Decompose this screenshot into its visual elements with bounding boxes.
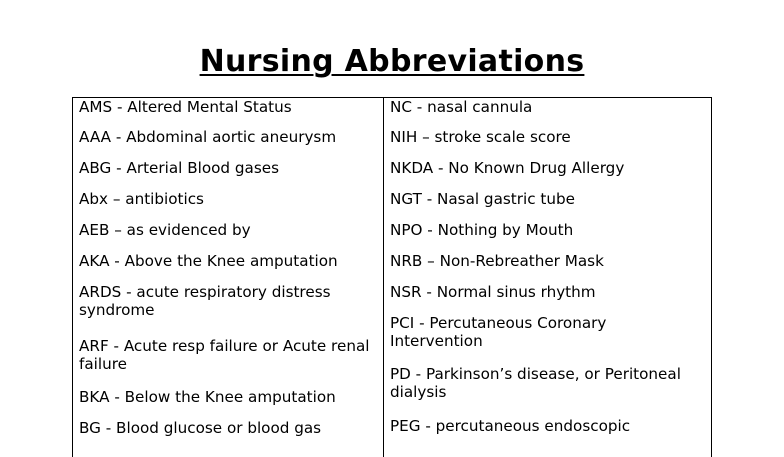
list-item: PD - Parkinson’s disease, or Peritoneal dialysis [390,365,681,401]
list-item: ARF - Acute resp failure or Acute renal failure [79,337,370,373]
list-item: NC - nasal cannula [390,98,533,116]
list-item: AMS - Altered Mental Status [79,98,292,116]
list-item: ABG - Arterial Blood gases [79,159,280,177]
list-item: AKA - Above the Knee amputation [79,252,338,270]
column-divider [383,97,384,457]
list-item: BKA - Below the Knee amputation [79,388,336,406]
list-item: AAA - Abdominal aortic aneurysm [79,128,337,146]
list-item: NKDA - No Known Drug Allergy [390,159,625,177]
list-item: Abx – antibiotics [79,190,204,208]
list-item: NRB – Non-Rebreather Mask [390,252,604,270]
list-item: PCI - Percutaneous Coronary Intervention [390,314,607,350]
list-item: PEG - percutaneous endoscopic [390,417,631,435]
list-item: NPO - Nothing by Mouth [390,221,574,239]
list-item: NSR - Normal sinus rhythm [390,283,596,301]
list-item: BG - Blood glucose or blood gas [79,419,322,437]
list-item: AEB – as evidenced by [79,221,251,239]
page-title: Nursing Abbreviations [199,44,585,79]
list-item: NGT - Nasal gastric tube [390,190,575,208]
list-item: ARDS - acute respiratory distress syndrome [79,283,331,319]
list-item: NIH – stroke scale score [390,128,571,146]
